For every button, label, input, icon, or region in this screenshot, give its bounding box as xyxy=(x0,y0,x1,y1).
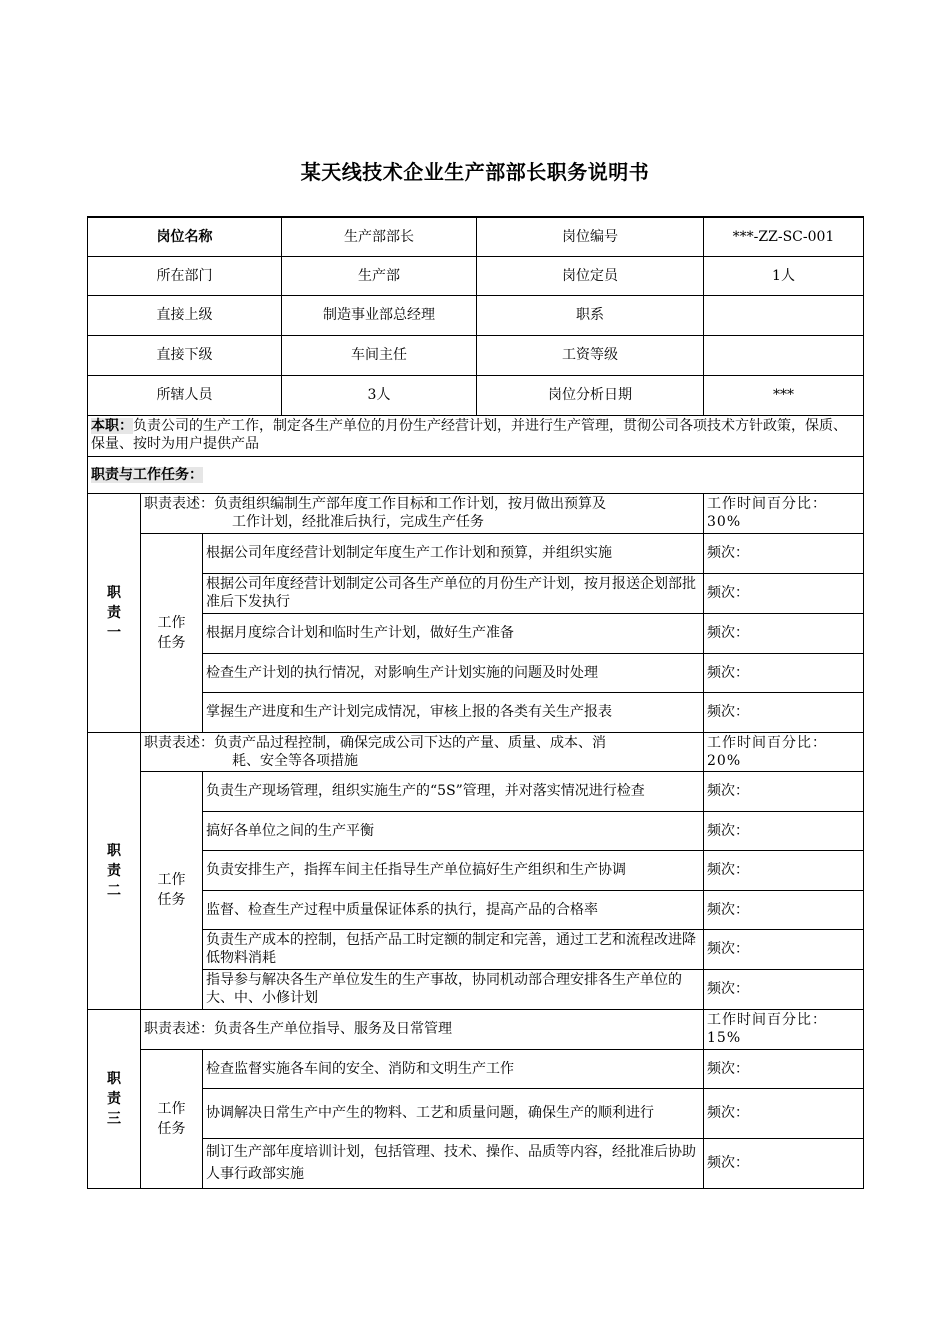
duty-1-task-row xyxy=(88,573,864,613)
duty-2-task-label: 工作 任务 xyxy=(141,771,203,1009)
info-row-4 xyxy=(88,335,864,375)
duty-2-desc-line1: 负责产品过程控制，确保完成公司下达的产量、质量、成本、消 xyxy=(214,734,606,751)
label-headcount: 岗位定员 xyxy=(477,256,704,295)
label-staff: 所辖人员 xyxy=(88,375,282,415)
info-row-3 xyxy=(88,295,864,335)
duties-header: 职责与工作任务： xyxy=(91,466,203,483)
value-headcount: 1人 xyxy=(704,256,864,295)
duty-1-task-3: 根据月度综合计划和临时生产计划，做好生产准备 xyxy=(203,613,704,653)
duty-1-time-percent: 工作时间百分比：30% xyxy=(704,493,864,533)
duty-2-desc-row xyxy=(88,732,864,771)
value-position-name: 生产部部长 xyxy=(282,217,477,256)
value-direct-superior: 制造事业部总经理 xyxy=(282,295,477,335)
label-direct-subordinate: 直接下级 xyxy=(88,335,282,375)
duty-3-desc-prefix: 职责表述： xyxy=(144,1021,214,1037)
duty-1-task-row xyxy=(88,613,864,653)
duty-1-label: 职 责 一 xyxy=(88,493,141,732)
info-row-1 xyxy=(88,217,864,256)
duty-1-task-4-freq: 频次： xyxy=(704,653,864,692)
label-salary-grade: 工资等级 xyxy=(477,335,704,375)
duty-1-task-5-freq: 频次： xyxy=(704,692,864,732)
duty-1-desc-line1: 负责组织编制生产部年度工作目标和工作计划，按月做出预算及 xyxy=(214,495,606,512)
label-job-family: 职系 xyxy=(477,295,704,335)
main-duty-cell xyxy=(88,415,864,456)
info-row-5 xyxy=(88,375,864,415)
main-duty-label: 本职： xyxy=(91,417,133,434)
value-salary-grade xyxy=(704,335,864,375)
duty-3-task-row xyxy=(88,1049,864,1088)
duty-3-task-1: 检查监督实施各车间的安全、消防和文明生产工作 xyxy=(203,1049,704,1088)
duty-1-task-2: 根据公司年度经营计划制定公司各生产单位的月份生产计划，按月报送企划部批准后下发执行 xyxy=(203,573,704,613)
duty-2-desc-line2: 耗、安全等各项措施 xyxy=(232,752,358,769)
label-analysis-date: 岗位分析日期 xyxy=(477,375,704,415)
duty-2-task-row xyxy=(88,969,864,1009)
duty-2-task-5-freq: 频次： xyxy=(704,929,864,969)
label-position-name: 岗位名称 xyxy=(88,217,282,256)
duty-2-task-1-freq: 频次： xyxy=(704,771,864,811)
duty-2-desc xyxy=(141,732,704,771)
main-duty-text: 负责公司的生产工作，制定各生产单位的月份生产经营计划，并进行生产管理，贯彻公司各项技术方针政策，保质、保量、按时为用户提供产品 xyxy=(91,417,847,452)
duty-3-desc xyxy=(141,1009,704,1049)
value-job-family xyxy=(704,295,864,335)
duty-1-desc-prefix: 职责表述： xyxy=(144,495,214,512)
duty-2-task-5: 负责生产成本的控制，包括产品工时定额的制定和完善，通过工艺和流程改进降低物料消耗 xyxy=(203,929,704,969)
duty-1-task-1-freq: 频次： xyxy=(704,533,864,573)
duties-header-cell xyxy=(88,456,864,493)
duty-2-task-row xyxy=(88,890,864,929)
duty-1-desc xyxy=(141,493,704,533)
job-description-table xyxy=(87,216,864,1189)
duty-2-task-2-freq: 频次： xyxy=(704,811,864,850)
duty-1-task-row xyxy=(88,533,864,573)
duty-3-desc-row xyxy=(88,1009,864,1049)
duty-2-task-row xyxy=(88,850,864,890)
duty-3-task-row xyxy=(88,1088,864,1138)
label-direct-superior: 直接上级 xyxy=(88,295,282,335)
info-row-2 xyxy=(88,256,864,295)
value-direct-subordinate: 车间主任 xyxy=(282,335,477,375)
duty-3-task-3-freq: 频次： xyxy=(704,1138,864,1188)
document-title: 某天线技术企业生产部部长职务说明书 xyxy=(300,160,650,184)
duty-1-task-5: 掌握生产进度和生产计划完成情况，审核上报的各类有关生产报表 xyxy=(203,692,704,732)
duty-2-desc-prefix: 职责表述： xyxy=(144,734,214,751)
label-department: 所在部门 xyxy=(88,256,282,295)
duty-3-task-2: 协调解决日常生产中产生的物料、工艺和质量问题，确保生产的顺利进行 xyxy=(203,1088,704,1138)
main-duty-row xyxy=(88,415,864,456)
duty-2-task-3: 负责安排生产，指挥车间主任指导生产单位搞好生产组织和生产协调 xyxy=(203,850,704,890)
duty-1-task-1: 根据公司年度经营计划制定年度生产工作计划和预算，并组织实施 xyxy=(203,533,704,573)
duty-3-task-1-freq: 频次： xyxy=(704,1049,864,1088)
value-staff: 3人 xyxy=(282,375,477,415)
duty-2-task-2: 搞好各单位之间的生产平衡 xyxy=(203,811,704,850)
duty-1-task-4: 检查生产计划的执行情况，对影响生产计划实施的问题及时处理 xyxy=(203,653,704,692)
duty-3-task-2-freq: 频次： xyxy=(704,1088,864,1138)
duty-3-task-3: 制订生产部年度培训计划，包括管理、技术、操作、品质等内容，经批准后协助人事行政部实施 xyxy=(203,1138,704,1188)
duty-1-task-3-freq: 频次： xyxy=(704,613,864,653)
duties-header-row xyxy=(88,456,864,493)
duty-1-desc-row xyxy=(88,493,864,533)
value-department: 生产部 xyxy=(282,256,477,295)
duty-1-task-row xyxy=(88,692,864,732)
duty-2-label: 职 责 二 xyxy=(88,732,141,1009)
duty-2-task-row xyxy=(88,811,864,850)
duty-3-label: 职 责 三 xyxy=(88,1009,141,1188)
duty-1-task-row xyxy=(88,653,864,692)
label-position-code: 岗位编号 xyxy=(477,217,704,256)
duty-3-task-label: 工作 任务 xyxy=(141,1049,203,1188)
duty-2-task-row xyxy=(88,929,864,969)
duty-3-desc-line1: 负责各生产单位指导、服务及日常管理 xyxy=(214,1021,452,1037)
value-position-code: ***-ZZ-SC-001 xyxy=(704,217,864,256)
duty-1-task-2-freq: 频次： xyxy=(704,573,864,613)
value-analysis-date: *** xyxy=(704,375,864,415)
duty-2-task-3-freq: 频次： xyxy=(704,850,864,890)
duty-1-desc-line2: 工作计划，经批准后执行，完成生产任务 xyxy=(232,513,484,530)
duty-2-time-percent: 工作时间百分比：20% xyxy=(704,732,864,771)
duty-2-task-row xyxy=(88,771,864,811)
duty-2-task-1: 负责生产现场管理，组织实施生产的“5S”管理，并对落实情况进行检查 xyxy=(203,771,704,811)
duty-3-task-row xyxy=(88,1138,864,1188)
duty-2-task-6-freq: 频次： xyxy=(704,969,864,1009)
duty-1-task-label: 工作 任务 xyxy=(141,533,203,732)
duty-3-time-percent: 工作时间百分比：15% xyxy=(704,1009,864,1049)
duty-2-task-4-freq: 频次： xyxy=(704,890,864,929)
duty-2-task-6: 指导参与解决各生产单位发生的生产事故，协同机动部合理安排各生产单位的大、中、小修计划 xyxy=(203,969,704,1009)
duty-2-task-4: 监督、检查生产过程中质量保证体系的执行，提高产品的合格率 xyxy=(203,890,704,929)
